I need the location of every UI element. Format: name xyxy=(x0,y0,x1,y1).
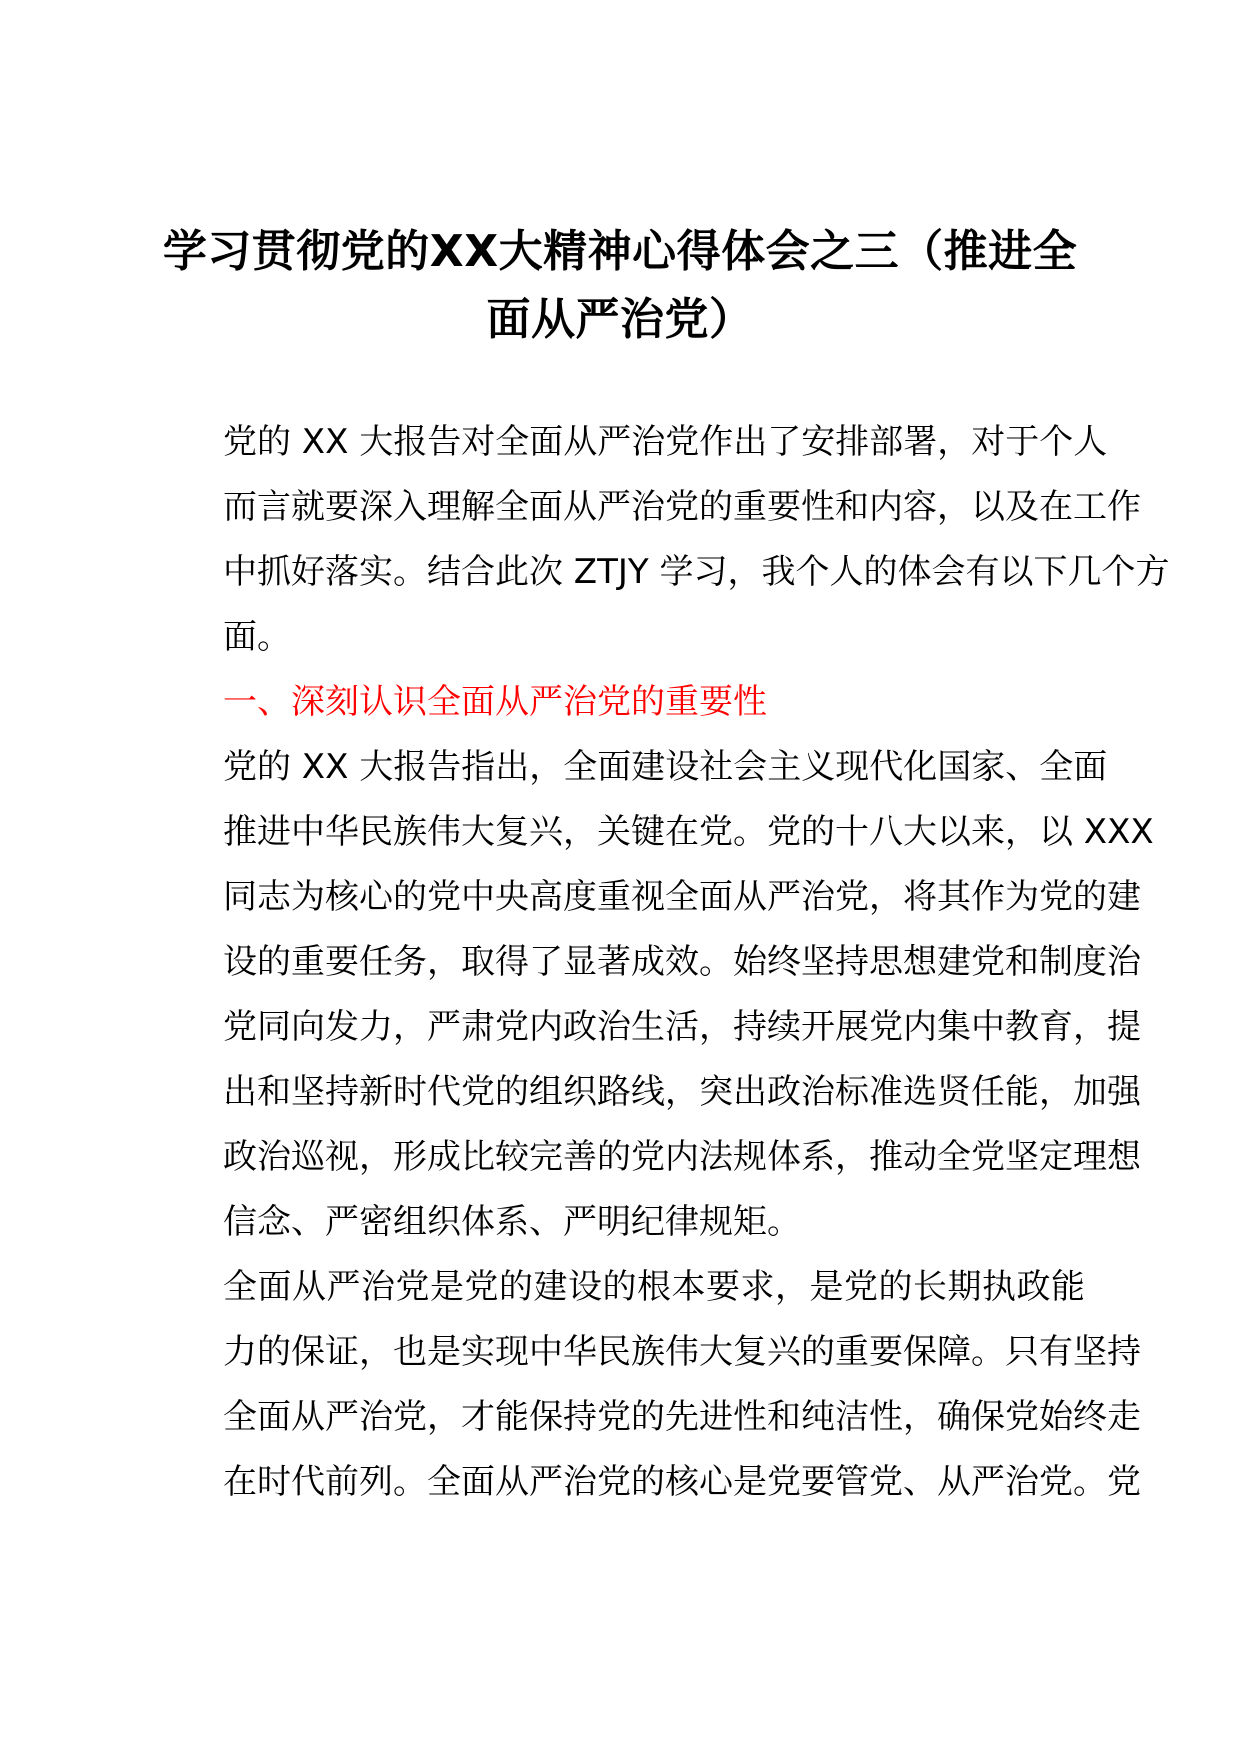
body-paragraph xyxy=(155,735,1154,1255)
intro-paragraph xyxy=(155,410,1170,670)
paragraph-line: 设的重要任务，取得了显著成效。始终坚持思想建党和制度治 xyxy=(223,942,1141,982)
paragraph-line: 党的 XX 大报告指出，全面建设社会主义现代化国家、全面 xyxy=(223,747,1108,787)
paragraph-line: 全面从严治党是党的建设的根本要求，是党的长期执政能 xyxy=(223,1267,1085,1307)
paragraph-line: 在时代前列。全面从严治党的核心是党要管党、从严治党。党 xyxy=(223,1462,1141,1502)
document-title: 学习贯彻党的XX大精神心得体会之三（推进全面从严治党） xyxy=(162,226,1078,345)
paragraph-line: 党同向发力，严肃党内政治生活，持续开展党内集中教育，提 xyxy=(223,1007,1141,1047)
paragraph-line: 出和坚持新时代党的组织路线，突出政治标准选贤任能，加强 xyxy=(223,1072,1141,1112)
section-heading xyxy=(155,670,1085,735)
paragraph-line: 党的 XX 大报告对全面从严治党作出了安排部署，对于个人 xyxy=(223,422,1108,462)
body-paragraph xyxy=(155,1255,1141,1515)
paragraph-line: 力的保证，也是实现中华民族伟大复兴的重要保障。只有坚持 xyxy=(223,1332,1141,1372)
paragraph-line: 推进中华民族伟大复兴，关键在党。党的十八大以来，以 XXX xyxy=(223,812,1154,852)
document-body xyxy=(155,410,1170,1515)
paragraph-line: 中抓好落实。结合此次 ZTJY 学习，我个人的体会有以下几个方 xyxy=(223,552,1170,592)
paragraph-line: 同志为核心的党中央高度重视全面从严治党，将其作为党的建 xyxy=(223,877,1141,917)
paragraph-line: 而言就要深入理解全面从严治党的重要性和内容，以及在工作 xyxy=(223,487,1141,527)
paragraph-line: 全面从严治党，才能保持党的先进性和纯洁性，确保党始终走 xyxy=(223,1397,1141,1437)
paragraph-line: 信念、严密组织体系、严明纪律规矩。 xyxy=(223,1202,801,1242)
paragraph-line: 面。 xyxy=(223,617,291,657)
section-heading-text: 一、深刻认识全面从严治党的重要性 xyxy=(223,682,767,722)
paragraph-line: 政治巡视，形成比较完善的党内法规体系，推动全党坚定理想 xyxy=(223,1137,1141,1177)
